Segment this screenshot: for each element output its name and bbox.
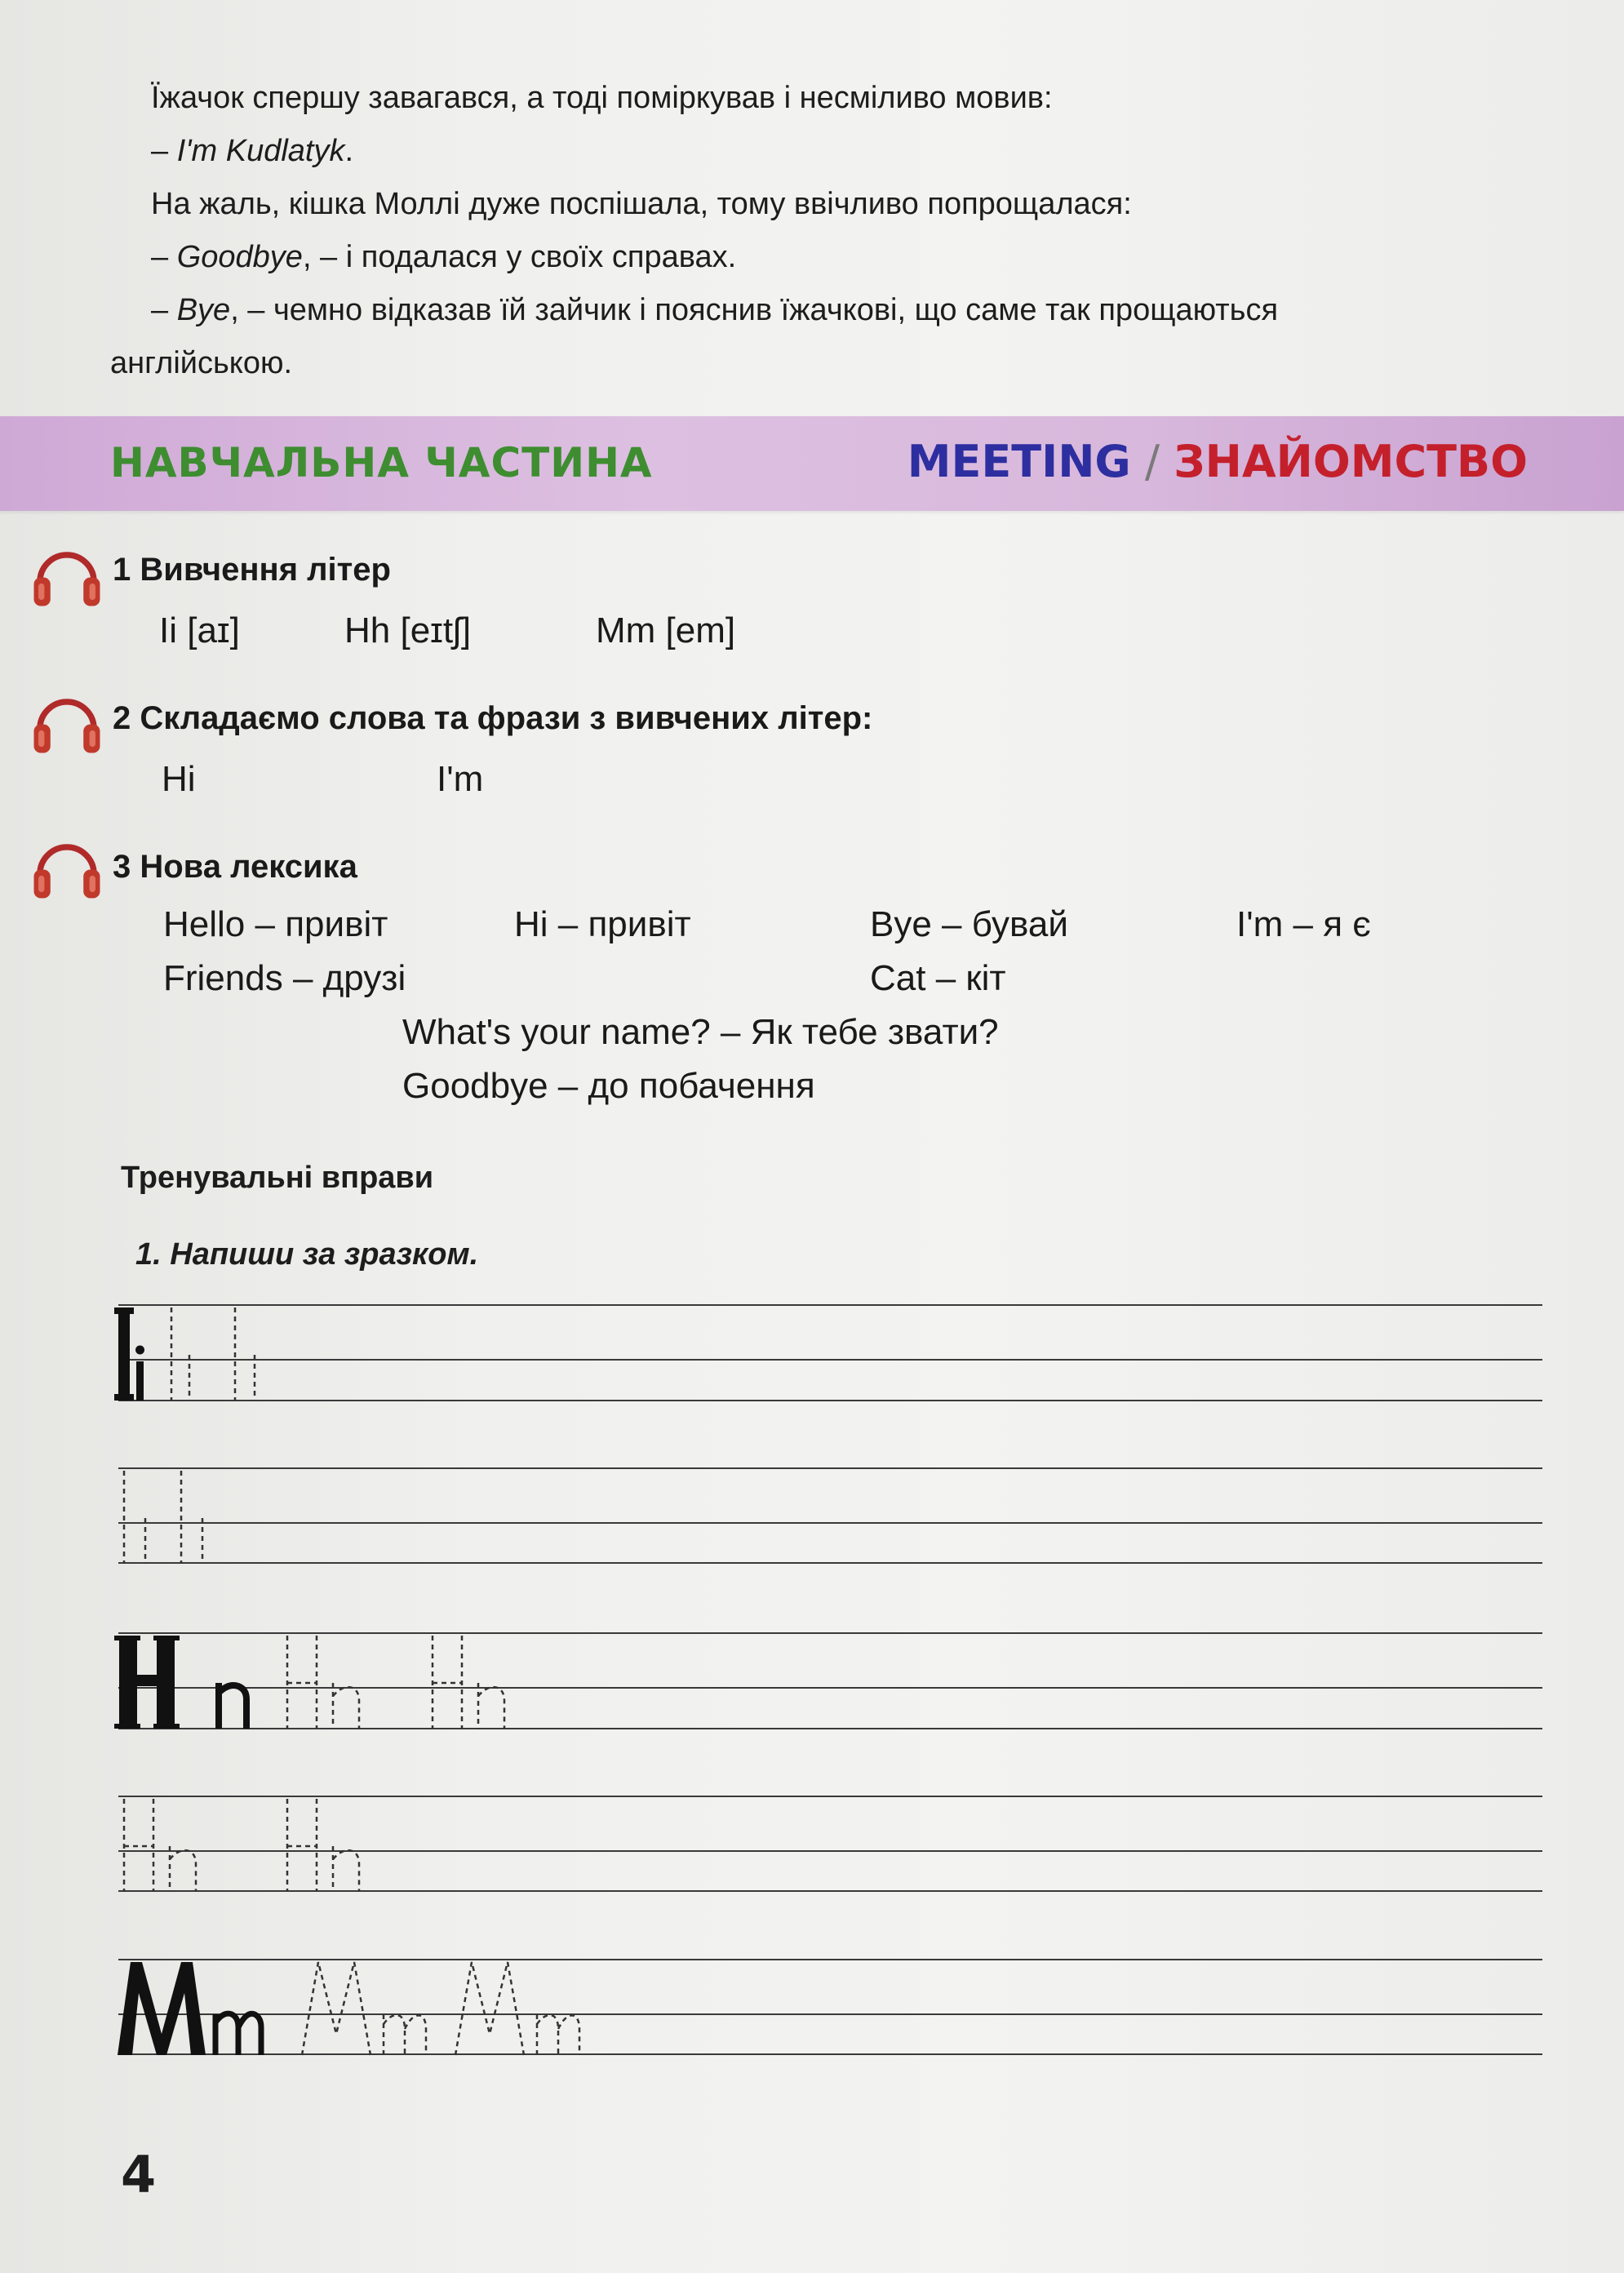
headphones-icon[interactable] [29, 535, 104, 610]
story-line: – Bye, – чемно відказав їй зайчик і пояснив їжачкові, що саме так прощаються [151, 293, 1279, 327]
section-title: 2 Складаємо слова та фрази з вивчених літер: [113, 700, 873, 736]
letter-item: Hh [eɪtʃ] [344, 610, 472, 650]
letter-item: Ii [aɪ] [159, 610, 240, 650]
section-title: 1 Вивчення літер [113, 552, 391, 588]
story-line: – I'm Kudlatyk. [151, 134, 354, 168]
writing-line [118, 1562, 1542, 1564]
story-line: англійською. [110, 346, 293, 380]
story-text [110, 72, 1546, 390]
vocab-item: What's your name? – Як тебе звати? [402, 1012, 999, 1052]
vocab-item: Friends – друзі [163, 958, 406, 998]
exercises-heading: Тренувальні вправи [121, 1161, 434, 1195]
letter-trace-Hh [114, 1797, 408, 1893]
story-line: На жаль, кішка Моллі дуже поспішала, тому ввічливо попрощалася: [151, 187, 1132, 221]
vocab-item: Hello – привіт [163, 904, 388, 944]
letter-trace-Ii [114, 1469, 229, 1565]
writing-line [118, 1467, 1542, 1469]
word-item: Hi [162, 759, 196, 799]
writing-line [118, 1359, 1542, 1361]
banner-title-ua: ЗНАЙОМСТВО [1174, 436, 1528, 487]
exercise-task: 1. Напиши за зразком. [135, 1237, 479, 1272]
story-line: – Goodbye, – і подалася у своїх справах. [151, 240, 737, 274]
writing-line [118, 1400, 1542, 1401]
vocab-item: Cat – кіт [870, 958, 1006, 998]
letter-sample-Mm [114, 1960, 718, 2057]
word-item: I'm [437, 759, 484, 799]
headphones-icon[interactable] [29, 828, 104, 903]
letter-sample-Ii [114, 1306, 294, 1402]
story-line: Їжачок спершу завагався, а тоді поміркував і несміливо мовив: [151, 81, 1053, 115]
banner-title-right: MEETING / ЗНАЙОМСТВО [907, 436, 1528, 487]
letter-item: Mm [em] [596, 610, 736, 650]
vocab-item: Hi – привіт [514, 904, 691, 944]
banner-title-en: MEETING [907, 436, 1131, 487]
letter-sample-Hh [114, 1634, 539, 1730]
vocab-item: Bye – бувай [870, 904, 1068, 944]
vocab-item: I'm – я є [1236, 904, 1371, 944]
writing-line [118, 1522, 1542, 1524]
banner-title-left: НАВЧАЛЬНА ЧАСТИНА [110, 439, 653, 486]
headphones-icon[interactable] [29, 682, 104, 757]
page-number: 4 [121, 2145, 157, 2204]
vocab-item: Goodbye – до побачення [402, 1066, 815, 1106]
writing-line [118, 1304, 1542, 1306]
section-title: 3 Нова лексика [113, 849, 357, 885]
